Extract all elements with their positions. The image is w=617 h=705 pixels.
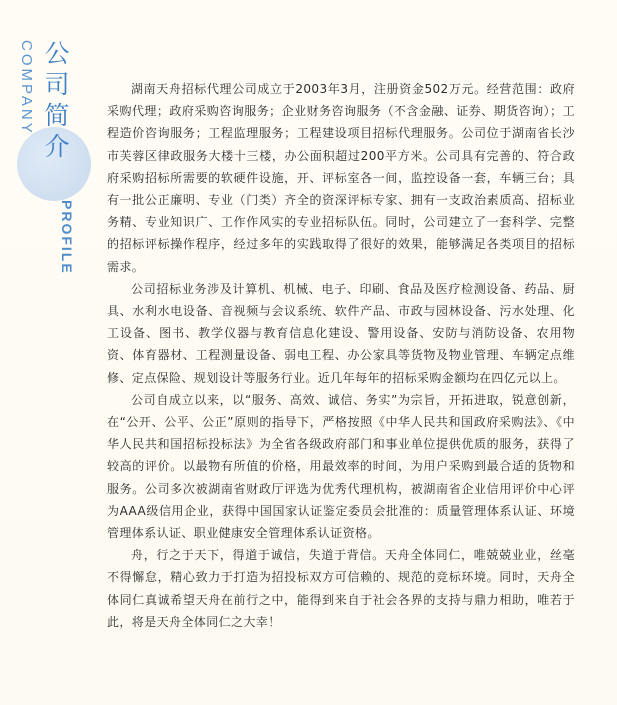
title-char-4: 介	[44, 132, 70, 161]
profile-body	[107, 78, 575, 633]
paragraph-closing: 舟，行之于天下，得道于诚信，失道于背信。天舟全体同仁，唯兢兢业业，丝毫不得懈怠，精心致力于打造为招投标双方可信赖的、规范的竞标环境。同时，天舟全体同仁真诚希望天舟在前行之中，能得到来自于社会各界的支持与鼎力相助，唯若于此，将是天舟全体同仁之大幸！	[107, 548, 575, 629]
paragraph-overview: 湖南天舟招标代理公司成立于2003年3月，注册资金502万元。经营范围：政府采购代理；政府采购咨询服务；企业财务咨询服务（不含金融、证券、期货咨询）；工程造价咨询服务；工程监理服务；工程建设项目招标代理服务。公司位于湖南省长沙市芙蓉区律政服务大楼十三楼，办公面积超过200平方米。公司具有完善的、符合政府采购招标所需要的软硬件设施，开、评标室各一间，监控设备一套，车辆三台；具有一批公正廉明、专业（门类）齐全的资深评标专家、拥有一支政治素质高、招标业务精、专业知识广、工作作风实的专业招标队伍。同时，公司建立了一套科学、完整的招标评标操作程序，经过多年的实践取得了很好的效果，能够满足各类项目的招标需求。	[107, 82, 575, 274]
paragraph-business-scope: 公司招标业务涉及计算机、机械、电子、印刷、食品及医疗检测设备、药品、厨具、水利水电设备、音视频与会议系统、软件产品、市政与园林设备、污水处理、化工设备、图书、教学仪器与教育信息化建设、警用设备、安防与消防设备、农用物资、体育器材、工程测量设备、弱电工程、办公家具等货物及物业管理、车辆定点维修、定点保险、规划设计等服务行业。近几年每年的招标采购金额均在四亿元以上。	[107, 281, 575, 385]
page-title	[42, 38, 72, 162]
company-english-label: COMPANY	[18, 40, 35, 136]
title-char-3: 简	[44, 101, 70, 130]
paragraph-principles: 公司自成立以来，以“服务、高效、诚信、务实”为宗旨，开拓进取，锐意创新，在“公开、公平、公正”原则的指导下，严格按照《中华人民共和国政府采购法》、《中华人民共和国招标投标法》为全省各级政府部门和事业单位提供优质的服务，获得了较高的评价。以最物有所值的价格，用最效率的时间，为用户采购到最合适的货物和服务。公司多次被湖南省财政厅评选为优秀代理机构，被湖南省企业信用评价中心评为AAA级信用企业，获得中国国家认证鉴定委员会批准的：质量管理体系认证、环境管理体系认证、职业健康安全管理体系认证资格。	[107, 392, 575, 541]
profile-english-label: PROFILE	[59, 200, 75, 275]
title-char-2: 司	[44, 70, 70, 99]
title-char-1: 公	[44, 39, 70, 68]
